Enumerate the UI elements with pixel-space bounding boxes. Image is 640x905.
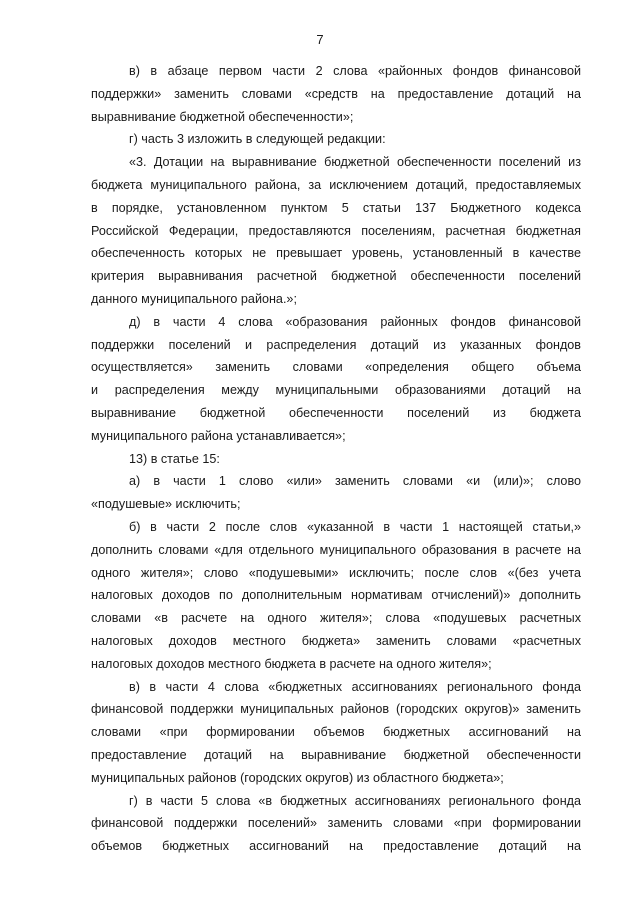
text-line: предоставление дотаций на выравнивание бюджетной обеспеченности [91, 747, 581, 762]
paragraph-p-v-part4 [91, 676, 581, 790]
text-line: дополнить словами «для отдельного муниципального образования в расчете на [91, 542, 581, 557]
text-line: д) в части 4 слова «образования районных фондов финансовой [129, 314, 581, 329]
text-line: выравнивание бюджетной обеспеченности»; [91, 109, 354, 124]
text-line: в) в абзаце первом части 2 слова «районных фондов финансовой [129, 64, 581, 78]
text-line: бюджета муниципального района, за исключением дотаций, предоставляемых [91, 177, 581, 192]
text-line: налоговых доходов по дополнительным нормативам отчислений)» дополнить [91, 588, 581, 603]
paragraph-p-a-part1 [91, 470, 581, 516]
text-line: муниципального района устанавливается»; [91, 428, 346, 443]
paragraph-p-3-subsidies [91, 151, 581, 311]
text-line: 13) в статье 15: [129, 451, 220, 466]
text-line: в порядке, установленном пунктом 5 статьи 137 Бюджетного кодекса [91, 200, 581, 215]
paragraph-p-13-article15 [91, 448, 581, 471]
text-line: «3. Дотации на выравнивание бюджетной обеспеченности поселений из [129, 155, 581, 170]
text-line: осуществляется» заменить словами «определения общего объема [91, 360, 581, 375]
text-line: г) часть 3 изложить в следующей редакции: [129, 132, 386, 147]
text-line: обеспеченность которых не превышает уровень, установленный в качестве [91, 246, 581, 261]
text-line: критерия выравнивания расчетной бюджетной обеспеченности поселений [91, 269, 581, 284]
text-line: Российской Федерации, предоставляются поселениям, расчетная бюджетная [91, 223, 581, 238]
text-line: одного жителя»; слово «подушевыми» исключить; после слов «(без учета [91, 565, 581, 580]
text-line: муниципальных районов (городских округов) из областного бюджета»; [91, 770, 504, 785]
text-line: финансовой поддержки поселений» заменить словами «при формировании [91, 816, 581, 831]
text-line: налоговых доходов местного бюджета» заменить словами «расчетных [91, 633, 581, 648]
text-line: поддержки» заменить словами «средств на предоставление дотаций на [91, 86, 581, 101]
text-line: поддержки поселений и распределения дотаций из указанных фондов [91, 337, 581, 352]
text-line: словами «в расчете на одного жителя»; слова «подушевых расчетных [91, 611, 581, 626]
text-line: и распределения между муниципальными образованиями дотаций на [91, 383, 581, 398]
text-line: б) в части 2 после слов «указанной в части 1 настоящей статьи,» [129, 519, 581, 534]
text-line: а) в части 1 слово «или» заменить словами «и (или)»; слово [129, 474, 581, 489]
paragraph-p-d-part4 [91, 311, 581, 448]
text-line: «подушевые» исключить; [91, 497, 241, 512]
text-line: налоговых доходов местного бюджета в расчете на одного жителя»; [91, 656, 492, 671]
paragraph-p-v-part2 [91, 60, 581, 128]
text-line: финансовой поддержки муниципальных районов (городских округов)» заменить [91, 702, 581, 717]
page-number: 7 [316, 32, 324, 47]
document-body [91, 60, 581, 858]
text-line: выравнивание бюджетной обеспеченности поселений из бюджета [91, 405, 581, 420]
text-line: г) в части 5 слова «в бюджетных ассигнованиях регионального фонда [129, 793, 581, 808]
text-line: словами «при формировании объемов бюджетных ассигнований на [91, 725, 581, 740]
text-line: объемов бюджетных ассигнований на предоставление дотаций на [91, 839, 581, 854]
paragraph-p-g-part3 [91, 128, 581, 151]
paragraph-p-g-part5 [91, 790, 581, 858]
text-line: данного муниципального района.»; [91, 291, 297, 306]
text-line: в) в части 4 слова «бюджетных ассигнованиях регионального фонда [129, 679, 581, 694]
paragraph-p-b-part2 [91, 516, 581, 676]
